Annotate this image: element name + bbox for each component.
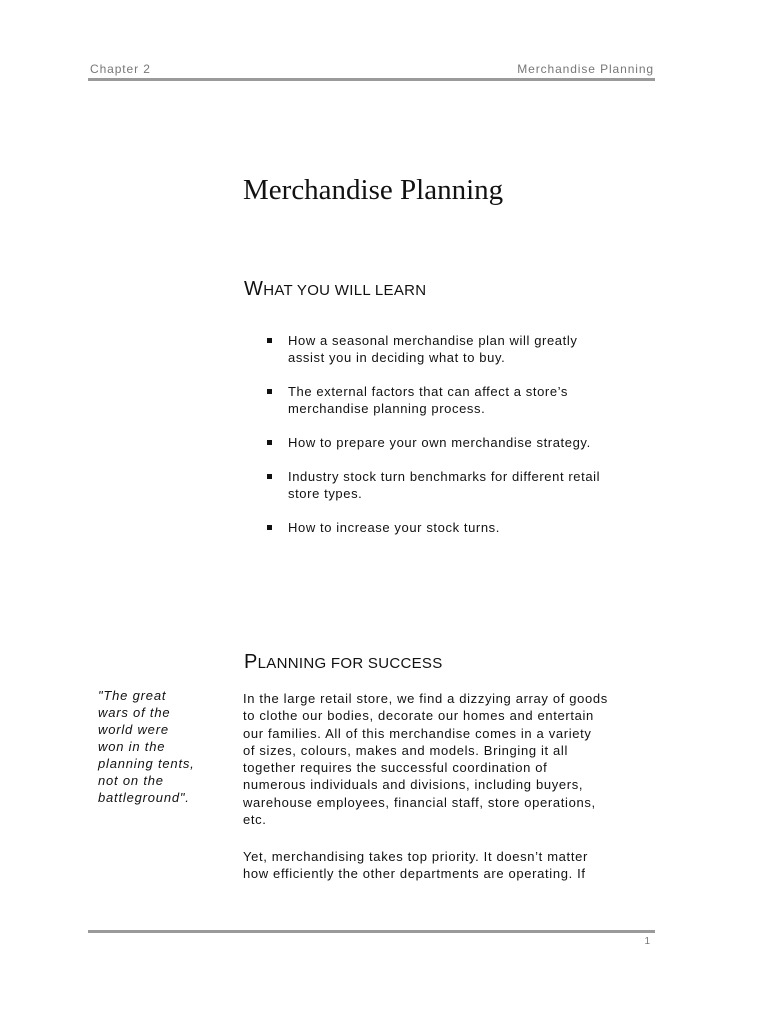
page-title: Merchandise Planning	[243, 174, 504, 206]
square-bullet-icon	[267, 389, 272, 394]
body-paragraph: In the large retail store, we find a dizzying array of goods to clothe our bodies, decorate our homes and entertain our families. All of this merchandise comes in a variety of sizes, colours, makes and models. Bringing it all together requires the successful coordination of numerous individuals and divisions, including buyers, warehouse employees, financial staff, store operations, etc.	[243, 691, 608, 828]
page-number: 1	[644, 936, 650, 947]
list-item	[264, 434, 654, 451]
header-divider	[88, 78, 655, 81]
list-item-text: Industry stock turn benchmarks for different retail store types.	[288, 469, 601, 501]
footer-divider	[88, 930, 655, 933]
square-bullet-icon	[267, 525, 272, 530]
list-item-text: How to prepare your own merchandise strategy.	[288, 435, 591, 450]
margin-quote: "The great wars of the world were won in the planning tents, not on the battleground".	[98, 688, 195, 805]
running-header-section: Merchandise Planning	[517, 62, 654, 76]
body-paragraph: Yet, merchandising takes top priority. It doesn’t matter how efficiently the other departments are operating. If	[243, 849, 588, 882]
list-item-text: How to increase your stock turns.	[288, 520, 500, 535]
list-item	[264, 468, 654, 502]
square-bullet-icon	[267, 440, 272, 445]
running-header-chapter: Chapter 2	[90, 62, 151, 76]
section-heading-what-you-will-learn: WHAT YOU WILL LEARN	[244, 278, 427, 300]
section-heading-planning-for-success: PLANNING FOR SUCCESS	[244, 651, 443, 673]
list-item	[264, 519, 654, 536]
learning-objectives-list	[264, 332, 654, 553]
square-bullet-icon	[267, 474, 272, 479]
list-item	[264, 332, 654, 366]
square-bullet-icon	[267, 338, 272, 343]
list-item	[264, 383, 654, 417]
list-item-text: The external factors that can affect a store’s merchandise planning process.	[288, 384, 569, 416]
list-item-text: How a seasonal merchandise plan will greatly assist you in deciding what to buy.	[288, 333, 578, 365]
